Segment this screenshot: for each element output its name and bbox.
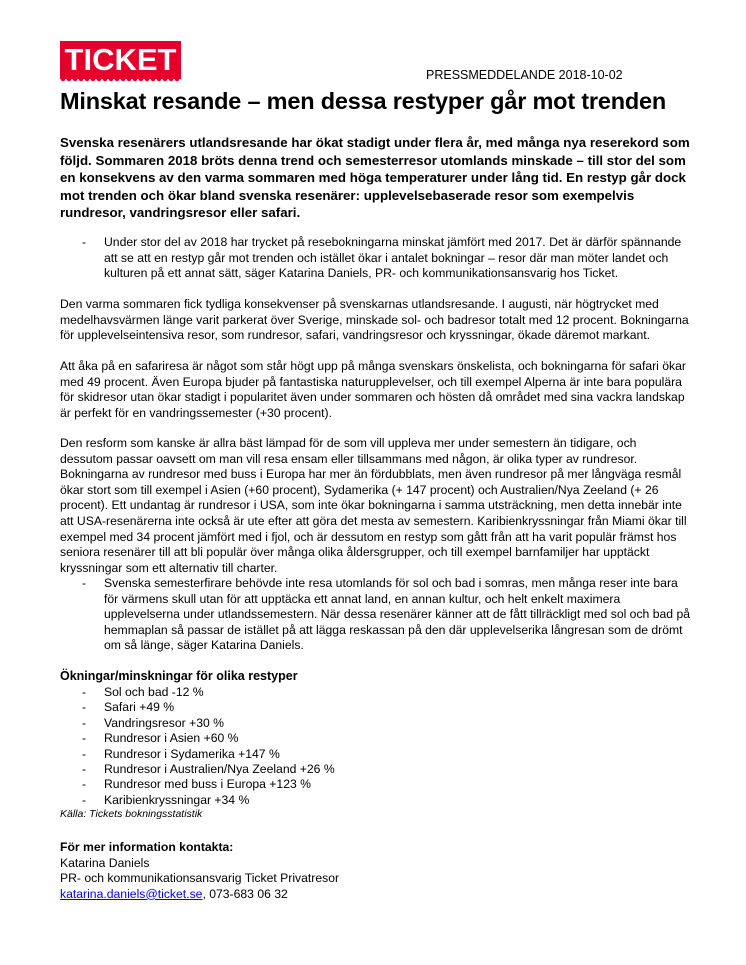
list-item	[60, 777, 335, 792]
contact-name: Katarina Daniels	[60, 855, 150, 870]
body-paragraph-2: Att åka på en safariresa är något som står högt upp på många svenskars önskelista, och bokningarna för safari ökar med 49 procent. Även Europa bjuder på fantastiska naturupplevelser, och till exempel Alperna är inte bara populära för skidresor utan ökar stadigt i popularitet även under sommaren och hösten då området med sina vackra landskap är perfekt för en vandringssemester (+30 procent).	[60, 359, 686, 420]
contact-phone: , 073-683 06 32	[202, 886, 288, 901]
stat-text: Rundresor med buss i Europa +123 %	[104, 777, 311, 792]
list-item	[60, 731, 335, 746]
stat-text: Safari +49 %	[104, 700, 175, 715]
contact-line	[60, 887, 339, 903]
list-item	[60, 700, 335, 715]
contact-email-link[interactable]: katarina.daniels@ticket.se	[60, 886, 203, 901]
dash-marker: -	[82, 731, 87, 746]
stat-text: Karibienkryssningar +34 %	[104, 792, 250, 807]
list-item	[60, 747, 335, 762]
ticket-logo: TICKET	[60, 41, 181, 79]
dash-marker: -	[82, 576, 87, 590]
list-item	[60, 793, 335, 808]
quote-text-1: Under stor del av 2018 har trycket på resebokningarna minskat jämfört med 2017. Det är därför spännande att se att en restyp går mot trenden och istället ökar i antalet bokningar – resor där man möter landet och kulturen på ett annat sätt, säger Katarina Daniels, PR- och kommunikationsansvarig hos Ticket.	[104, 235, 682, 281]
dash-marker: -	[82, 746, 87, 761]
stat-text: Rundresor i Asien +60 %	[104, 731, 239, 746]
dash-marker: -	[82, 700, 87, 715]
list-item	[60, 762, 335, 777]
contact-block	[60, 840, 339, 902]
lead-paragraph: Svenska resenärers utlandsresande har ökat stadigt under flera år, med många nya reserekord som följd. Sommaren 2018 bröts denna trend och semesterresor utomlands minskade – till stor del som en konsekvens av den varma sommaren med höga temperaturer under lång tid. En restyp går dock mot trenden och ökar bland svenska resenärer: upplevelsebaserade resor som exempelvis rundresor, vandringsresor eller safari.	[60, 135, 690, 220]
stat-text: Sol och bad -12 %	[104, 685, 204, 699]
stats-source: Källa: Tickets bokningsstatistik	[60, 808, 203, 820]
list-item	[60, 685, 335, 700]
body-paragraph-1: Den varma sommaren fick tydliga konsekvenser på svenskarnas utlandsresande. I augusti, när högtrycket med medelhavsvärmen länge varit parkerat över Sverige, minskade sol- och badresor totalt med 12 procent. Bokningarna för upplevelseintensiva resor, som rundresor, safari, vandringsresor och kryssningar, ökade däremot markant.	[60, 297, 689, 343]
quote-text-2: Svenska semesterfirare behövde inte resa utomlands för sol och bad i somras, men många reser inte bara för värmens skull utan för att upptäcka ett annat land, en annan kultur, och helt enkelt maximera upplevelserna under utlandssemestern. När dessa resenärer känner att de fått tillräckligt med sol och bad på hemmaplan så passar de istället på att lägga reskassan på den där upplevelserika långresan som de drömt om så länge, säger Katarina Daniels.	[104, 576, 690, 653]
quote-bullet-2	[60, 576, 692, 654]
stat-text: Rundresor i Australien/Nya Zeeland +26 %	[104, 762, 335, 777]
dash-marker: -	[82, 715, 87, 730]
contact-role: PR- och kommunikationsansvarig Ticket Privatresor	[60, 871, 340, 886]
contact-heading: För mer information kontakta:	[60, 840, 234, 854]
dash-marker: -	[82, 792, 87, 807]
stat-text: Rundresor i Sydamerika +147 %	[104, 746, 280, 761]
stats-heading: Ökningar/minskningar för olika restyper	[60, 669, 298, 683]
page-title: Minskat resande – men dessa restyper går mot trenden	[60, 88, 667, 114]
stats-list	[60, 685, 335, 808]
dash-marker: -	[82, 777, 87, 792]
dash-marker: -	[82, 685, 87, 699]
body-paragraph-3: Den resform som kanske är allra bäst lämpad för de som vill uppleva mer under semestern än tidigare, och dessutom passar oavsett om man vill resa ensam eller tillsammans med någon, är olika typer av rundresor. Bokningarna av rundresor med buss i Europa har mer än fördubblats, men även rundresor på mer långväga resmål ökar stort som till exempel i Asien (+60 procent), Sydamerika (+ 147 procent) och Australien/Nya Zeeland (+ 26 procent). Ett undantag är rundresor i USA, som inte ökar bokningarna i samma utsträckning, men detta innebär inte att USA-resenärerna inte också är ute efter att göra det mesta av semestern. Karibienkryssningar från Miami ökar till exempel med 34 procent jämfört med i fjol, och är dessutom en restyp som gått från att ha varit populär främst hos seniora resenärer till att bli populär över många olika åldersgrupper, och till exempel barnfamiljer har upptäckt kryssningar som ett alternativ till charter.	[60, 436, 687, 575]
dash-marker: -	[82, 235, 87, 249]
stat-text: Vandringsresor +30 %	[104, 715, 225, 730]
quote-bullet-1	[60, 235, 692, 282]
dash-marker: -	[82, 762, 87, 777]
list-item	[60, 716, 335, 731]
press-release-date: PRESSMEDDELANDE 2018-10-02	[426, 68, 623, 82]
